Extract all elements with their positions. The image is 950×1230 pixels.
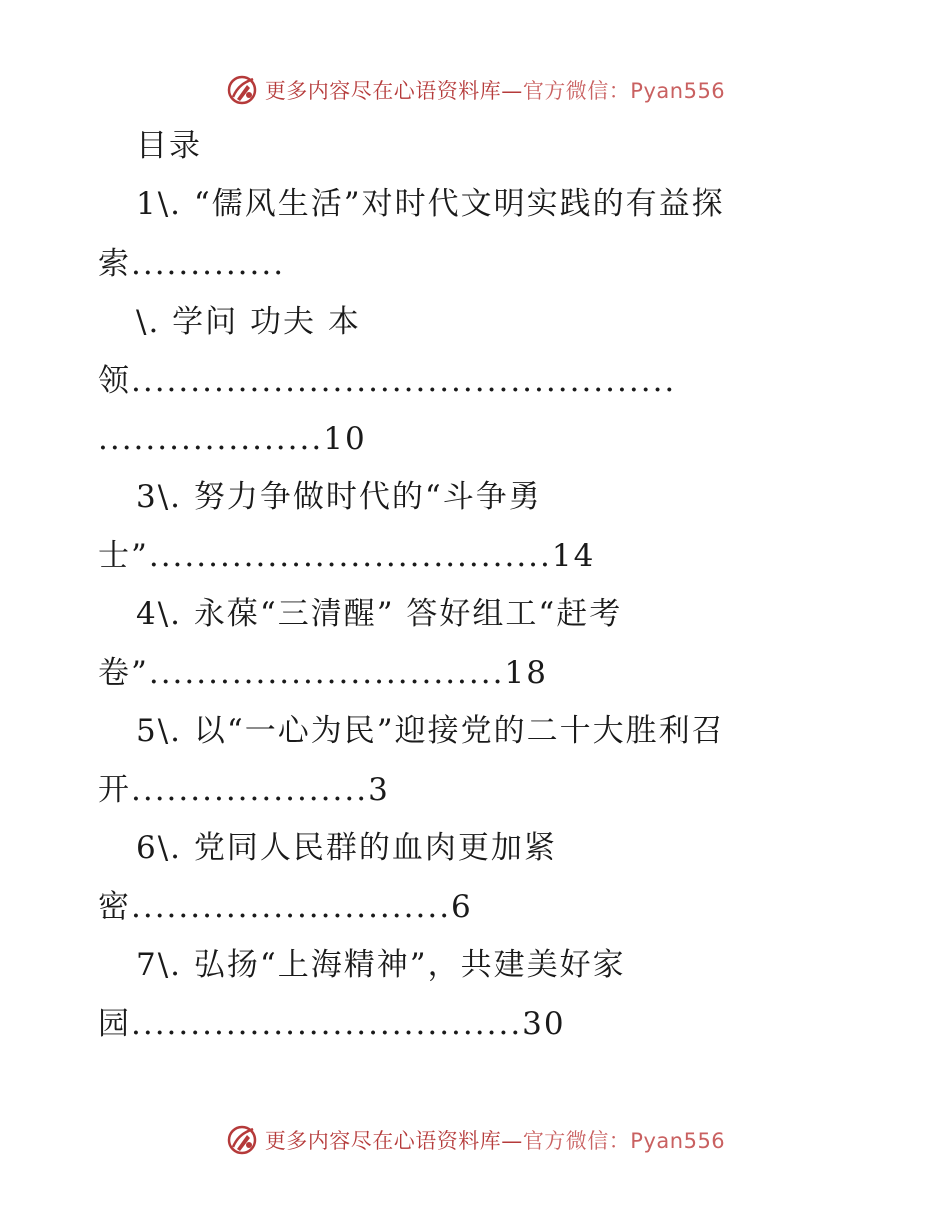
toc-entry-2-line-1: \. 学问 功夫 本 [136,304,361,340]
toc-entry-4-line-1: 4\. 永葆“三清醒” 答好组工“赶考 [136,596,623,632]
banner-text: 更多内容尽在心语资料库—官方微信：Pyan556 [264,79,726,103]
toc-heading: 目录 [136,128,202,164]
toc-entry-7-line-1: 7\. 弘扬“上海精神”，共建美好家 [136,947,626,983]
toc-entry-4-line-2: 卷”..............................18 [98,655,548,691]
pen-swirl-logo-icon [225,1123,259,1157]
footer-banner [0,1120,950,1160]
toc-entry-3-line-1: 3\. 努力争做时代的“斗争勇 [136,479,542,515]
toc-entry-5-line-2: 开....................3 [98,772,390,808]
toc-entry-1-line-2: 索............. [98,246,286,282]
toc-entry-6-line-1: 6\. 党同人民群的血肉更加紧 [136,830,557,866]
toc-entry-2-line-3: ...................10 [98,421,367,457]
toc-entry-5-line-1: 5\. 以“一心为民”迎接党的二十大胜利召 [136,713,725,749]
toc-entry-7-line-2: 园.................................30 [98,1006,566,1042]
toc-entry-3-line-2: 士”..................................14 [98,538,596,574]
toc-entry-2-line-2: 领.............................................. [98,363,677,399]
banner-text: 更多内容尽在心语资料库—官方微信：Pyan556 [264,1129,726,1153]
toc-entry-1-line-1: 1\. “儒风生活”对时代文明实践的有益探 [136,186,725,222]
toc-entry-6-line-2: 密...........................6 [98,889,473,925]
